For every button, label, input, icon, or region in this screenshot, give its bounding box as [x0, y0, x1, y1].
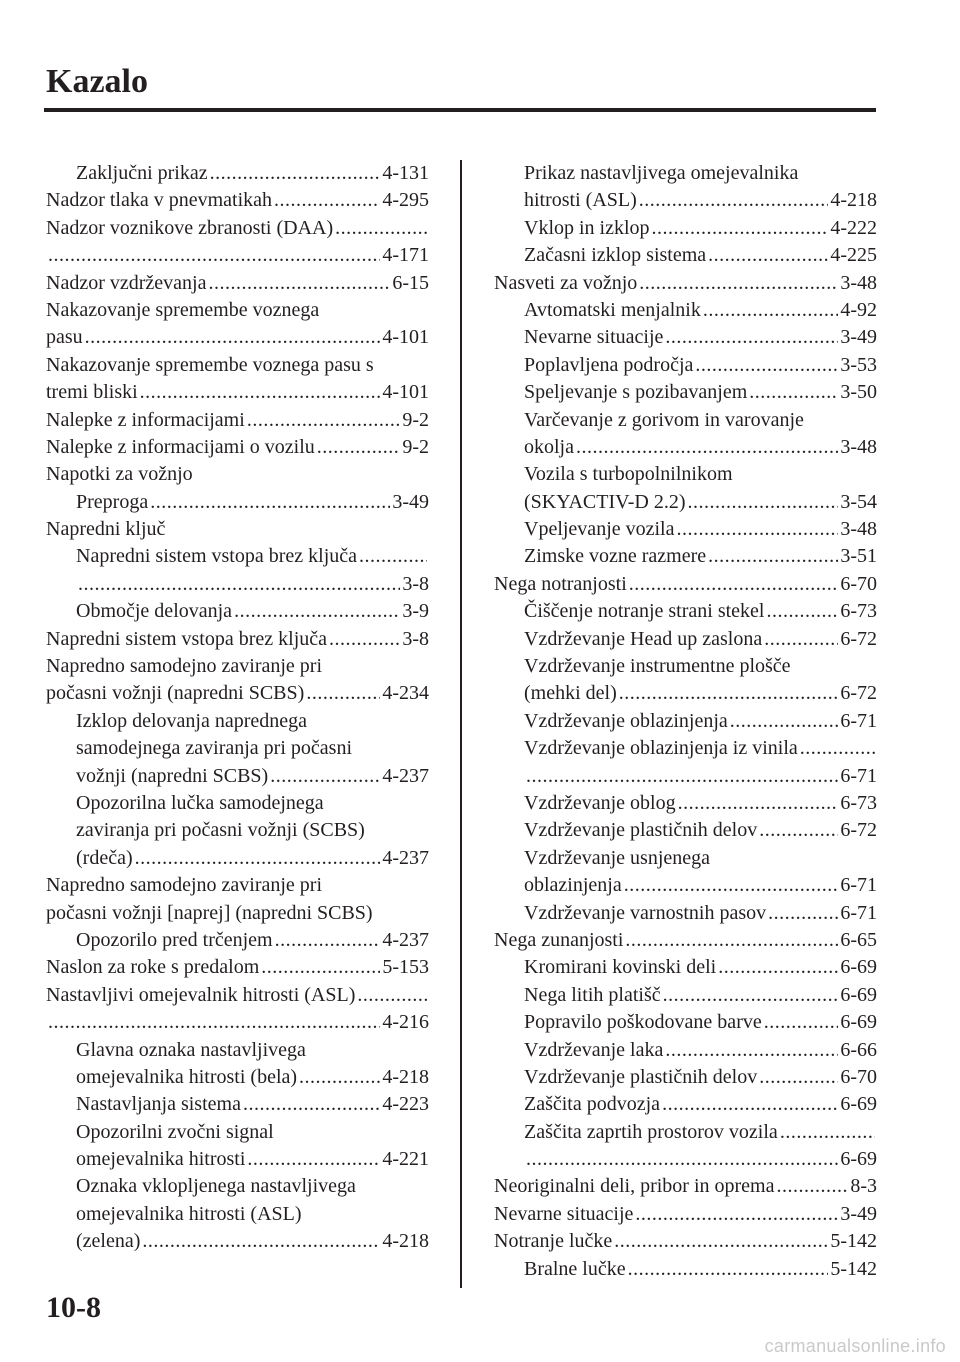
- dot-leader: [663, 982, 839, 1009]
- index-entry-page: 4-92: [840, 298, 877, 321]
- dot-leader: [764, 626, 838, 653]
- index-entry-text: Preproga: [76, 490, 149, 513]
- index-entry: [494, 927, 877, 954]
- dot-leader: [526, 1146, 838, 1173]
- dot-leader: [359, 543, 427, 570]
- index-entry-text: Vzdrževanje oblazinjenja iz vinila: [524, 737, 798, 760]
- dot-leader: [764, 1009, 839, 1036]
- index-entry-text: Zaključni prikaz: [76, 162, 208, 184]
- index-entry-text: Opozorilna lučka samodejnega: [76, 791, 324, 814]
- index-entry-text: (rdeča): [76, 846, 133, 869]
- index-entry-text: Speljevanje s pozibavanjem: [524, 381, 748, 404]
- index-entry-page: 6-72: [840, 819, 877, 842]
- dot-leader: [708, 543, 838, 570]
- index-entry: [46, 845, 429, 872]
- index-entry: [494, 297, 877, 324]
- index-entry: [494, 516, 877, 543]
- index-entry-page: 3-8: [402, 627, 429, 650]
- dot-leader: [628, 1256, 829, 1283]
- index-entry-text: Nastavljanja sistema: [76, 1093, 241, 1116]
- index-entry-text: Vzdrževanje laka: [524, 1038, 664, 1061]
- dot-leader: [695, 352, 838, 379]
- index-entry-page: 3-49: [840, 1202, 877, 1225]
- index-entry: [494, 1228, 877, 1255]
- dot-leader: [576, 434, 838, 461]
- index-entry-text: omejevalnika hitrosti (bela): [76, 1065, 298, 1088]
- dot-leader: [759, 817, 838, 844]
- index-entry: [46, 763, 429, 790]
- index-entry-text: hitrosti (ASL): [524, 189, 637, 212]
- index-entry-text: Napredno samodejno zaviranje pri: [46, 655, 323, 678]
- index-entry-page: 6-73: [840, 600, 877, 623]
- index-entry: [494, 1201, 877, 1228]
- index-entry-text: Nasveti za vožnjo: [494, 271, 638, 294]
- dot-leader: [526, 763, 838, 790]
- index-entry-page: 6-70: [840, 572, 877, 595]
- index-entry-text: Napredni ključ: [46, 518, 166, 541]
- index-entry-page: 3-9: [402, 600, 429, 623]
- index-entry: [494, 1064, 877, 1091]
- index-entry-text: Nalepke z informacijami o vozilu: [46, 435, 315, 458]
- index-entry-text: Naslon za roke s predalom: [46, 956, 260, 979]
- index-entry: [494, 215, 877, 242]
- index-entry: [46, 489, 429, 516]
- index-entry-text: Vzdrževanje usnjenega: [524, 846, 711, 869]
- index-entry-page: 4-225: [830, 244, 877, 267]
- dot-leader: [678, 790, 839, 817]
- index-entry: [494, 489, 877, 516]
- dot-leader: [270, 763, 380, 790]
- index-entry-text: Zimske vozne razmere: [524, 545, 707, 568]
- index-entry-page: 3-53: [840, 353, 877, 376]
- index-entry-text: Nevarne situacije: [524, 326, 664, 349]
- index-entry-page: 6-71: [840, 874, 877, 897]
- index-entry-text: Vzdrževanje oblog: [524, 791, 676, 814]
- index-entry: [494, 653, 877, 680]
- dot-leader: [665, 324, 838, 351]
- index-entry: [494, 270, 877, 297]
- index-entry: [46, 680, 429, 707]
- dot-leader: [299, 1064, 380, 1091]
- index-entry: [494, 708, 877, 735]
- index-entry: [494, 817, 877, 844]
- index-entry: [494, 324, 877, 351]
- index-entry-page: 4-237: [382, 846, 429, 869]
- index-entry: [494, 461, 877, 488]
- index-entry-text: omejevalnika hitrosti: [76, 1148, 246, 1171]
- index-entry: [494, 1009, 877, 1036]
- dot-leader: [624, 872, 839, 899]
- dot-leader: [135, 845, 381, 872]
- dot-leader: [625, 927, 838, 954]
- index-entry-text: Opozorilo pred trčenjem: [76, 928, 273, 951]
- index-entry: [46, 297, 429, 324]
- index-entry-page: 6-69: [840, 1093, 877, 1116]
- dot-leader: [85, 324, 381, 351]
- index-entry: [46, 461, 429, 488]
- index-entry: [46, 160, 429, 187]
- index-entry: [494, 543, 877, 570]
- dot-leader: [800, 735, 875, 762]
- index-entry: [46, 1037, 429, 1064]
- index-entry-text: Vzdrževanje plastičnih delov: [524, 1065, 758, 1088]
- dot-leader: [749, 379, 838, 406]
- index-entry-text: Kromirani kovinski deli: [524, 956, 717, 979]
- index-entry-text: vožnji (napredni SCBS): [76, 764, 269, 787]
- index-entry-text: počasni vožnji [naprej] (napredni SCBS): [46, 901, 373, 924]
- index-entry-text: Vozila s turbopolnilnikom: [524, 463, 733, 486]
- page-number: 10-8: [46, 1291, 101, 1324]
- index-entry-text: Nega zunanjosti: [494, 928, 624, 951]
- index-entry: [46, 1146, 429, 1173]
- index-entry-page: 3-8: [402, 572, 429, 595]
- index-entry-text: Bralne lučke: [524, 1257, 626, 1280]
- page-title: Kazalo: [46, 63, 148, 100]
- dot-leader: [665, 1037, 838, 1064]
- index-entry-page: 6-73: [840, 791, 877, 814]
- index-entry-text: Začasni izklop sistema: [524, 244, 707, 267]
- index-entry-text: Zaščita podvozja: [524, 1093, 661, 1116]
- index-entry-text: Nalepke z informacijami: [46, 408, 245, 431]
- index-entry-page: 3-48: [840, 435, 877, 458]
- index-entry-text: Glavna oznaka nastavljivega: [76, 1038, 306, 1061]
- index-entry-page: 3-50: [840, 381, 877, 404]
- index-entry-page: 4-222: [830, 216, 877, 239]
- index-entry: [494, 571, 877, 598]
- index-entry: [46, 379, 429, 406]
- dot-leader: [718, 954, 838, 981]
- dot-leader: [357, 982, 427, 1009]
- index-entry: [494, 1146, 877, 1173]
- dot-leader: [776, 1173, 848, 1200]
- index-entry: [46, 954, 429, 981]
- dot-leader: [243, 1091, 380, 1118]
- dot-leader: [234, 598, 400, 625]
- index-entry: [46, 1119, 429, 1146]
- index-entry: [494, 680, 877, 707]
- index-entry-text: Notranje lučke: [494, 1230, 613, 1253]
- index-entry-text: Varčevanje z gorivom in varovanje: [524, 408, 804, 431]
- index-entry-page: 6-65: [840, 928, 877, 951]
- dot-leader: [274, 187, 380, 214]
- dot-leader: [329, 626, 400, 653]
- index-entry-text: (SKYACTIV-D 2.2): [524, 490, 686, 513]
- index-entry-page: 6-66: [840, 1038, 877, 1061]
- index-entry-page: 3-48: [840, 271, 877, 294]
- index-entry-text: (zelena): [76, 1230, 141, 1253]
- index-entry: [494, 598, 877, 625]
- index-entry: [46, 790, 429, 817]
- index-entry-text: Nakazovanje spremembe voznega: [46, 298, 320, 321]
- index-entry: [46, 215, 429, 242]
- index-entry-page: 5-153: [382, 956, 429, 979]
- index-entry: [494, 1119, 877, 1146]
- index-entry-text: Vklop in izklop: [524, 216, 650, 239]
- dot-leader: [730, 708, 839, 735]
- dot-leader: [335, 215, 427, 242]
- index-entry-text: Napredni sistem vstopa brez ključa: [46, 627, 328, 650]
- index-entry: [46, 598, 429, 625]
- index-column-left: [46, 160, 429, 1256]
- index-entry-page: 6-70: [840, 1065, 877, 1088]
- dot-leader: [677, 516, 839, 543]
- index-entry: [46, 324, 429, 351]
- index-entry-text: Nevarne situacije: [494, 1202, 634, 1225]
- index-entry-page: 4-218: [382, 1065, 429, 1088]
- dot-leader: [703, 297, 839, 324]
- dot-leader: [635, 1201, 838, 1228]
- index-entry-text: Opozorilni zvočni signal: [76, 1120, 274, 1143]
- index-entry-page: 6-71: [840, 764, 877, 787]
- index-entry-text: Vzdrževanje oblazinjenja: [524, 709, 728, 732]
- index-entry-text: Nega litih platišč: [524, 983, 661, 1006]
- index-entry: [494, 790, 877, 817]
- index-entry-text: Nadzor voznikove zbranosti (DAA): [46, 216, 334, 239]
- index-entry: [46, 187, 429, 214]
- index-entry: [494, 763, 877, 790]
- index-entry: [46, 242, 429, 269]
- index-entry: [46, 626, 429, 653]
- dot-leader: [768, 900, 838, 927]
- index-entry-page: 6-71: [840, 709, 877, 732]
- index-entry-text: Vpeljevanje vozila: [524, 518, 675, 541]
- index-entry-text: Neoriginalni deli, pribor in oprema: [494, 1175, 775, 1198]
- index-entry-page: 4-101: [382, 326, 429, 349]
- index-entry-text: Popravilo poškodovane barve: [524, 1011, 762, 1034]
- dot-leader: [614, 1228, 828, 1255]
- index-entry-page: 4-218: [830, 189, 877, 212]
- index-entry-page: 5-142: [830, 1257, 877, 1280]
- index-entry: [46, 653, 429, 680]
- index-entry: [494, 872, 877, 899]
- index-entry: [46, 407, 429, 434]
- index-entry-text: Nakazovanje spremembe voznega pasu s: [46, 353, 374, 376]
- index-entry: [494, 407, 877, 434]
- index-entry-text: omejevalnika hitrosti (ASL): [76, 1202, 302, 1225]
- index-entry-text: Vzdrževanje instrumentne plošče: [524, 655, 791, 678]
- index-entry-page: 4-218: [382, 1230, 429, 1253]
- index-entry-page: 4-237: [382, 764, 429, 787]
- index-entry-text: Zaščita zaprtih prostorov vozila: [524, 1120, 778, 1143]
- index-entry-text: Vzdrževanje varnostnih pasov: [524, 901, 767, 924]
- index-entry: [494, 1256, 877, 1283]
- dot-leader: [306, 680, 380, 707]
- index-entry-page: 5-142: [830, 1230, 877, 1253]
- index-entry: [494, 626, 877, 653]
- index-entry: [494, 845, 877, 872]
- dot-leader: [210, 160, 381, 187]
- index-entry-text: Izklop delovanja naprednega: [76, 709, 308, 732]
- watermark: carmanualsonline.info: [764, 1336, 946, 1356]
- index-entry: [46, 1064, 429, 1091]
- index-entry-page: 4-234: [382, 682, 429, 705]
- index-entry: [46, 872, 429, 899]
- index-entry-page: 3-49: [392, 490, 429, 513]
- index-entry: [494, 379, 877, 406]
- dot-leader: [687, 489, 838, 516]
- index-entry-page: 4-221: [382, 1148, 429, 1171]
- index-entry-page: 4-216: [382, 1011, 429, 1034]
- index-entry: [46, 571, 429, 598]
- index-entry: [46, 352, 429, 379]
- index-entry-text: Oznaka vklopljenega nastavljivega: [76, 1175, 356, 1198]
- index-entry: [46, 1228, 429, 1255]
- dot-leader: [48, 1009, 380, 1036]
- index-entry-text: pasu: [46, 326, 83, 349]
- index-entry: [46, 516, 429, 543]
- index-entry-text: tremi bliski: [46, 381, 138, 404]
- dot-leader: [140, 379, 381, 406]
- index-entry-page: 6-69: [840, 983, 877, 1006]
- index-entry-page: 3-48: [840, 518, 877, 541]
- index-entry-text: Napotki za vožnjo: [46, 463, 193, 486]
- index-entry: [494, 1037, 877, 1064]
- dot-leader: [639, 270, 838, 297]
- index-entry: [46, 900, 429, 927]
- index-entry-text: oblazinjenja: [524, 874, 622, 897]
- index-entry: [46, 1009, 429, 1036]
- dot-leader: [766, 598, 838, 625]
- index-entry-page: 6-69: [840, 956, 877, 979]
- dot-leader: [317, 434, 401, 461]
- dot-leader: [275, 927, 381, 954]
- index-entry-page: 4-295: [382, 189, 429, 212]
- index-entry-text: Vzdrževanje plastičnih delov: [524, 819, 758, 842]
- index-entry-text: Napredni sistem vstopa brez ključa: [76, 545, 358, 568]
- index-entry-page: 3-54: [840, 490, 877, 513]
- column-divider: [460, 160, 462, 1288]
- dot-leader: [759, 1064, 838, 1091]
- header-rule: [44, 108, 876, 112]
- index-entry-page: 6-69: [840, 1148, 877, 1171]
- index-column-right: [494, 160, 877, 1283]
- index-entry-page: 8-3: [850, 1175, 877, 1198]
- index-entry-page: 3-49: [840, 326, 877, 349]
- index-entry-text: Vzdrževanje Head up zaslona: [524, 627, 763, 650]
- index-entry: [494, 160, 877, 187]
- index-entry-page: 4-101: [382, 381, 429, 404]
- dot-leader: [639, 187, 829, 214]
- index-entry-text: (mehki del): [524, 682, 617, 705]
- index-entry-text: Nega notranjosti: [494, 572, 627, 595]
- index-entry: [46, 1201, 429, 1228]
- index-entry-text: Območje delovanja: [76, 600, 233, 623]
- index-entry-page: 4-237: [382, 928, 429, 951]
- index-entry: [46, 735, 429, 762]
- index-entry-page: 6-72: [840, 627, 877, 650]
- index-entry: [494, 434, 877, 461]
- index-entry: [46, 1173, 429, 1200]
- index-entry-page: 4-223: [382, 1093, 429, 1116]
- index-entry: [494, 1091, 877, 1118]
- dot-leader: [78, 571, 400, 598]
- index-entry: [46, 434, 429, 461]
- index-entry: [494, 242, 877, 269]
- index-entry: [494, 900, 877, 927]
- index-entry: [494, 982, 877, 1009]
- index-entry: [46, 982, 429, 1009]
- index-entry-text: Prikaz nastavljivega omejevalnika: [524, 162, 799, 184]
- index-entry-text: Poplavljena področja: [524, 353, 694, 376]
- dot-leader: [208, 270, 390, 297]
- index-entry-text: Nadzor tlaka v pnevmatikah: [46, 189, 273, 212]
- index-entry-page: 3-51: [840, 545, 877, 568]
- dot-leader: [780, 1119, 875, 1146]
- index-entry: [494, 352, 877, 379]
- index-entry-page: 9-2: [402, 435, 429, 458]
- index-entry: [46, 270, 429, 297]
- index-entry-page: 6-15: [392, 271, 429, 294]
- index-entry: [46, 927, 429, 954]
- index-entry: [46, 817, 429, 844]
- index-entry-page: 6-69: [840, 1011, 877, 1034]
- index-entry: [494, 954, 877, 981]
- index-entry: [46, 543, 429, 570]
- dot-leader: [142, 1228, 380, 1255]
- index-entry-text: Čiščenje notranje strani stekel: [524, 600, 765, 623]
- index-entry: [46, 708, 429, 735]
- dot-leader: [662, 1091, 838, 1118]
- index-entry-text: zaviranja pri počasni vožnji (SCBS): [76, 819, 365, 842]
- index-entry-page: 9-2: [402, 408, 429, 431]
- dot-leader: [150, 489, 390, 516]
- index-entry-page: 4-171: [382, 244, 429, 267]
- index-entry-text: počasni vožnji (napredni SCBS): [46, 682, 305, 705]
- dot-leader: [629, 571, 839, 598]
- index-entry: [494, 735, 877, 762]
- index-entry: [494, 1173, 877, 1200]
- index-entry-text: samodejnega zaviranja pri počasni: [76, 737, 352, 760]
- dot-leader: [619, 680, 839, 707]
- dot-leader: [261, 954, 380, 981]
- index-entry: [46, 1091, 429, 1118]
- index-entry-page: 6-71: [840, 901, 877, 924]
- dot-leader: [708, 242, 828, 269]
- index-entry-text: Avtomatski menjalnik: [524, 298, 701, 321]
- index-entry-text: Nadzor vzdrževanja: [46, 271, 207, 294]
- dot-leader: [652, 215, 829, 242]
- index-entry-text: Nastavljivi omejevalnik hitrosti (ASL): [46, 983, 356, 1006]
- index-entry: [494, 187, 877, 214]
- dot-leader: [48, 242, 380, 269]
- index-entry-text: okolja: [524, 435, 574, 458]
- dot-leader: [247, 407, 401, 434]
- index-entry-page: 4-131: [382, 162, 429, 184]
- index-entry-page: 6-72: [840, 682, 877, 705]
- dot-leader: [247, 1146, 380, 1173]
- index-entry-text: Napredno samodejno zaviranje pri: [46, 874, 323, 897]
